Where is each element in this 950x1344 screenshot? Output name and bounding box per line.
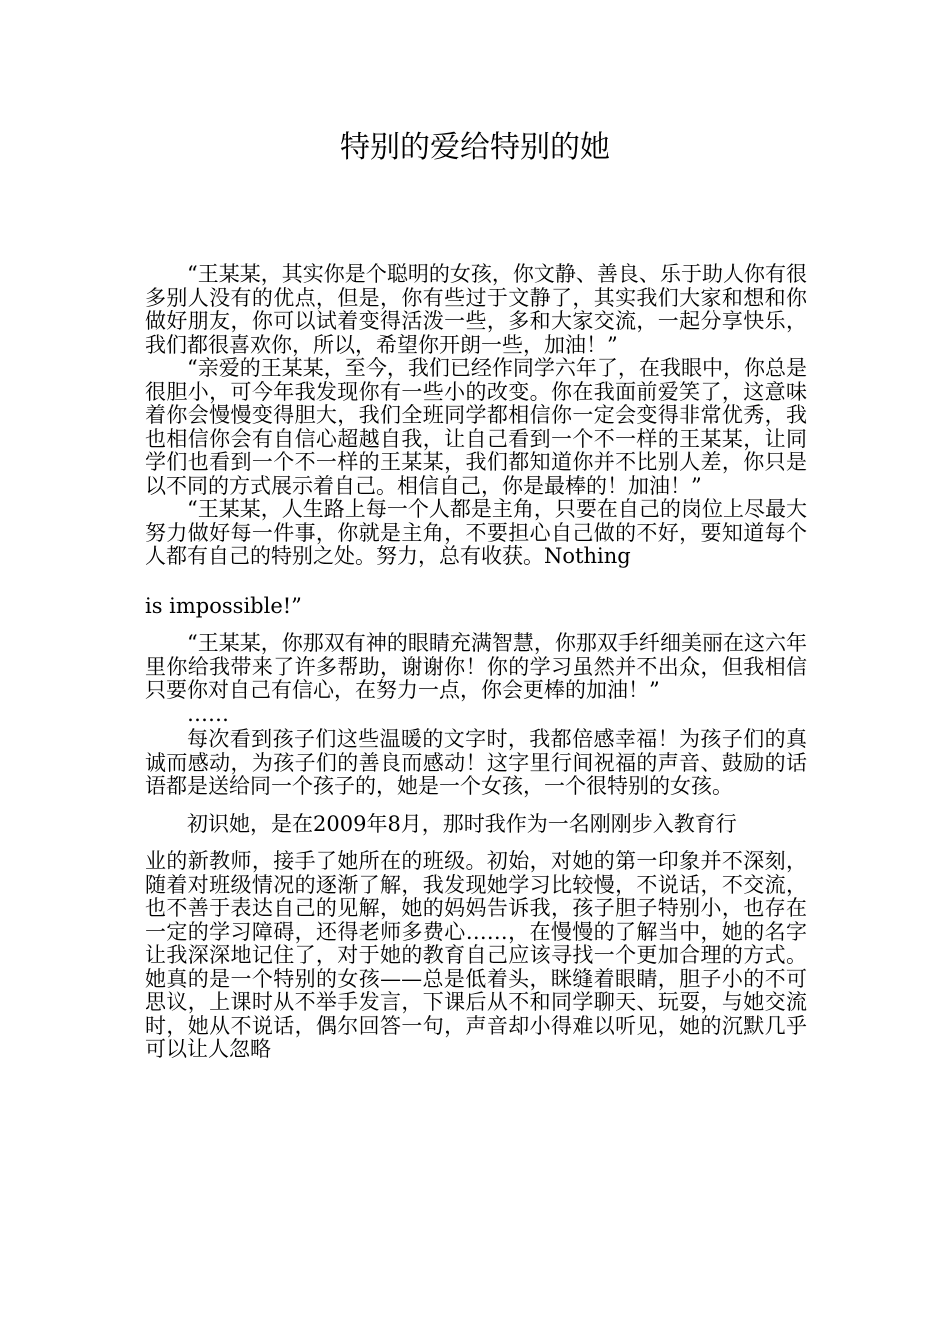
- paragraph-6: 初识她，是在2009年8月，那时我作为一名刚刚步入教育行: [187, 811, 737, 836]
- paragraph-5: 每次看到孩子们这些温暖的文字时，我都倍感幸福！为孩子们的真诚而感动，为孩子们的善良而感动！这字里行间祝福的声音、鼓励的话语都是送给同一个孩子的，她是一个女孩，一个很特别的女孩。: [145, 727, 807, 798]
- paragraph-3: “王某某，人生路上每一个人都是主角，只要在自己的岗位上尽最大努力做好每一件事，你就是主角，不要担心自己做的不好，要知道每个人都有自己的特别之处。努力，总有收获。Nothing: [145, 497, 807, 568]
- paragraph-4: “王某某，你那双有神的眼睛充满智慧，你那双手纤细美丽在这六年里你给我带来了许多帮助，谢谢你！你的学习虽然并不出众，但我相信只要你对自己有信心，在努力一点，你会更棒的加油！”: [145, 631, 807, 702]
- paragraph-3-continued: is impossible!”: [145, 593, 302, 618]
- paragraph-6-continued: 业的新教师，接手了她所在的班级。初始，对她的第一印象并不深刻，随着对班级情况的逐渐了解，我发现她学习比较慢，不说话，不交流，也不善于表达自己的见解，她的妈妈告诉我，孩子胆子特别小，也存在一定的学习障碍，还得老师多费心……，在慢慢的了解当中，她的名字让我深深地记住了，对于她的教育自己应该寻找一个更加合理的方式。她真的是一个特别的女孩——总是低着头，眯缝着眼睛，胆子小的不可思议，上课时从不举手发言，下课后从不和同学聊天、玩耍，与她交流时，她从不说话，偶尔回答一句，声音却小得难以听见，她的沉默几乎可以让人忽略: [145, 849, 807, 1061]
- paragraph-1: “王某某，其实你是个聪明的女孩，你文静、善良、乐于助人你有很多别人没有的优点，但是，你有些过于文静了，其实我们大家和想和你做好朋友，你可以试着变得活泼一些，多和大家交流，一起分享快乐，我们都很喜欢你，所以，希望你开朗一些，加油！”: [145, 262, 807, 357]
- document-body: [145, 263, 807, 1062]
- ellipsis-line: ……: [187, 701, 229, 726]
- document-title: 特别的爱给特别的她: [340, 130, 610, 165]
- paragraph-2: “亲爱的王某某，至今，我们已经作同学六年了，在我眼中，你总是很胆小，可今年我发现你有一些小的改变。你在我面前爱笑了，这意味着你会慢慢变得胆大，我们全班同学都相信你一定会变得非常优秀，我也相信你会有自信心超越自我，让自己看到一个不一样的王某某，让同学们也看到一个不一样的王某某，我们都知道你并不比别人差，你只是以不同的方式展示着自己。相信自己，你是最棒的！加油！”: [145, 356, 807, 498]
